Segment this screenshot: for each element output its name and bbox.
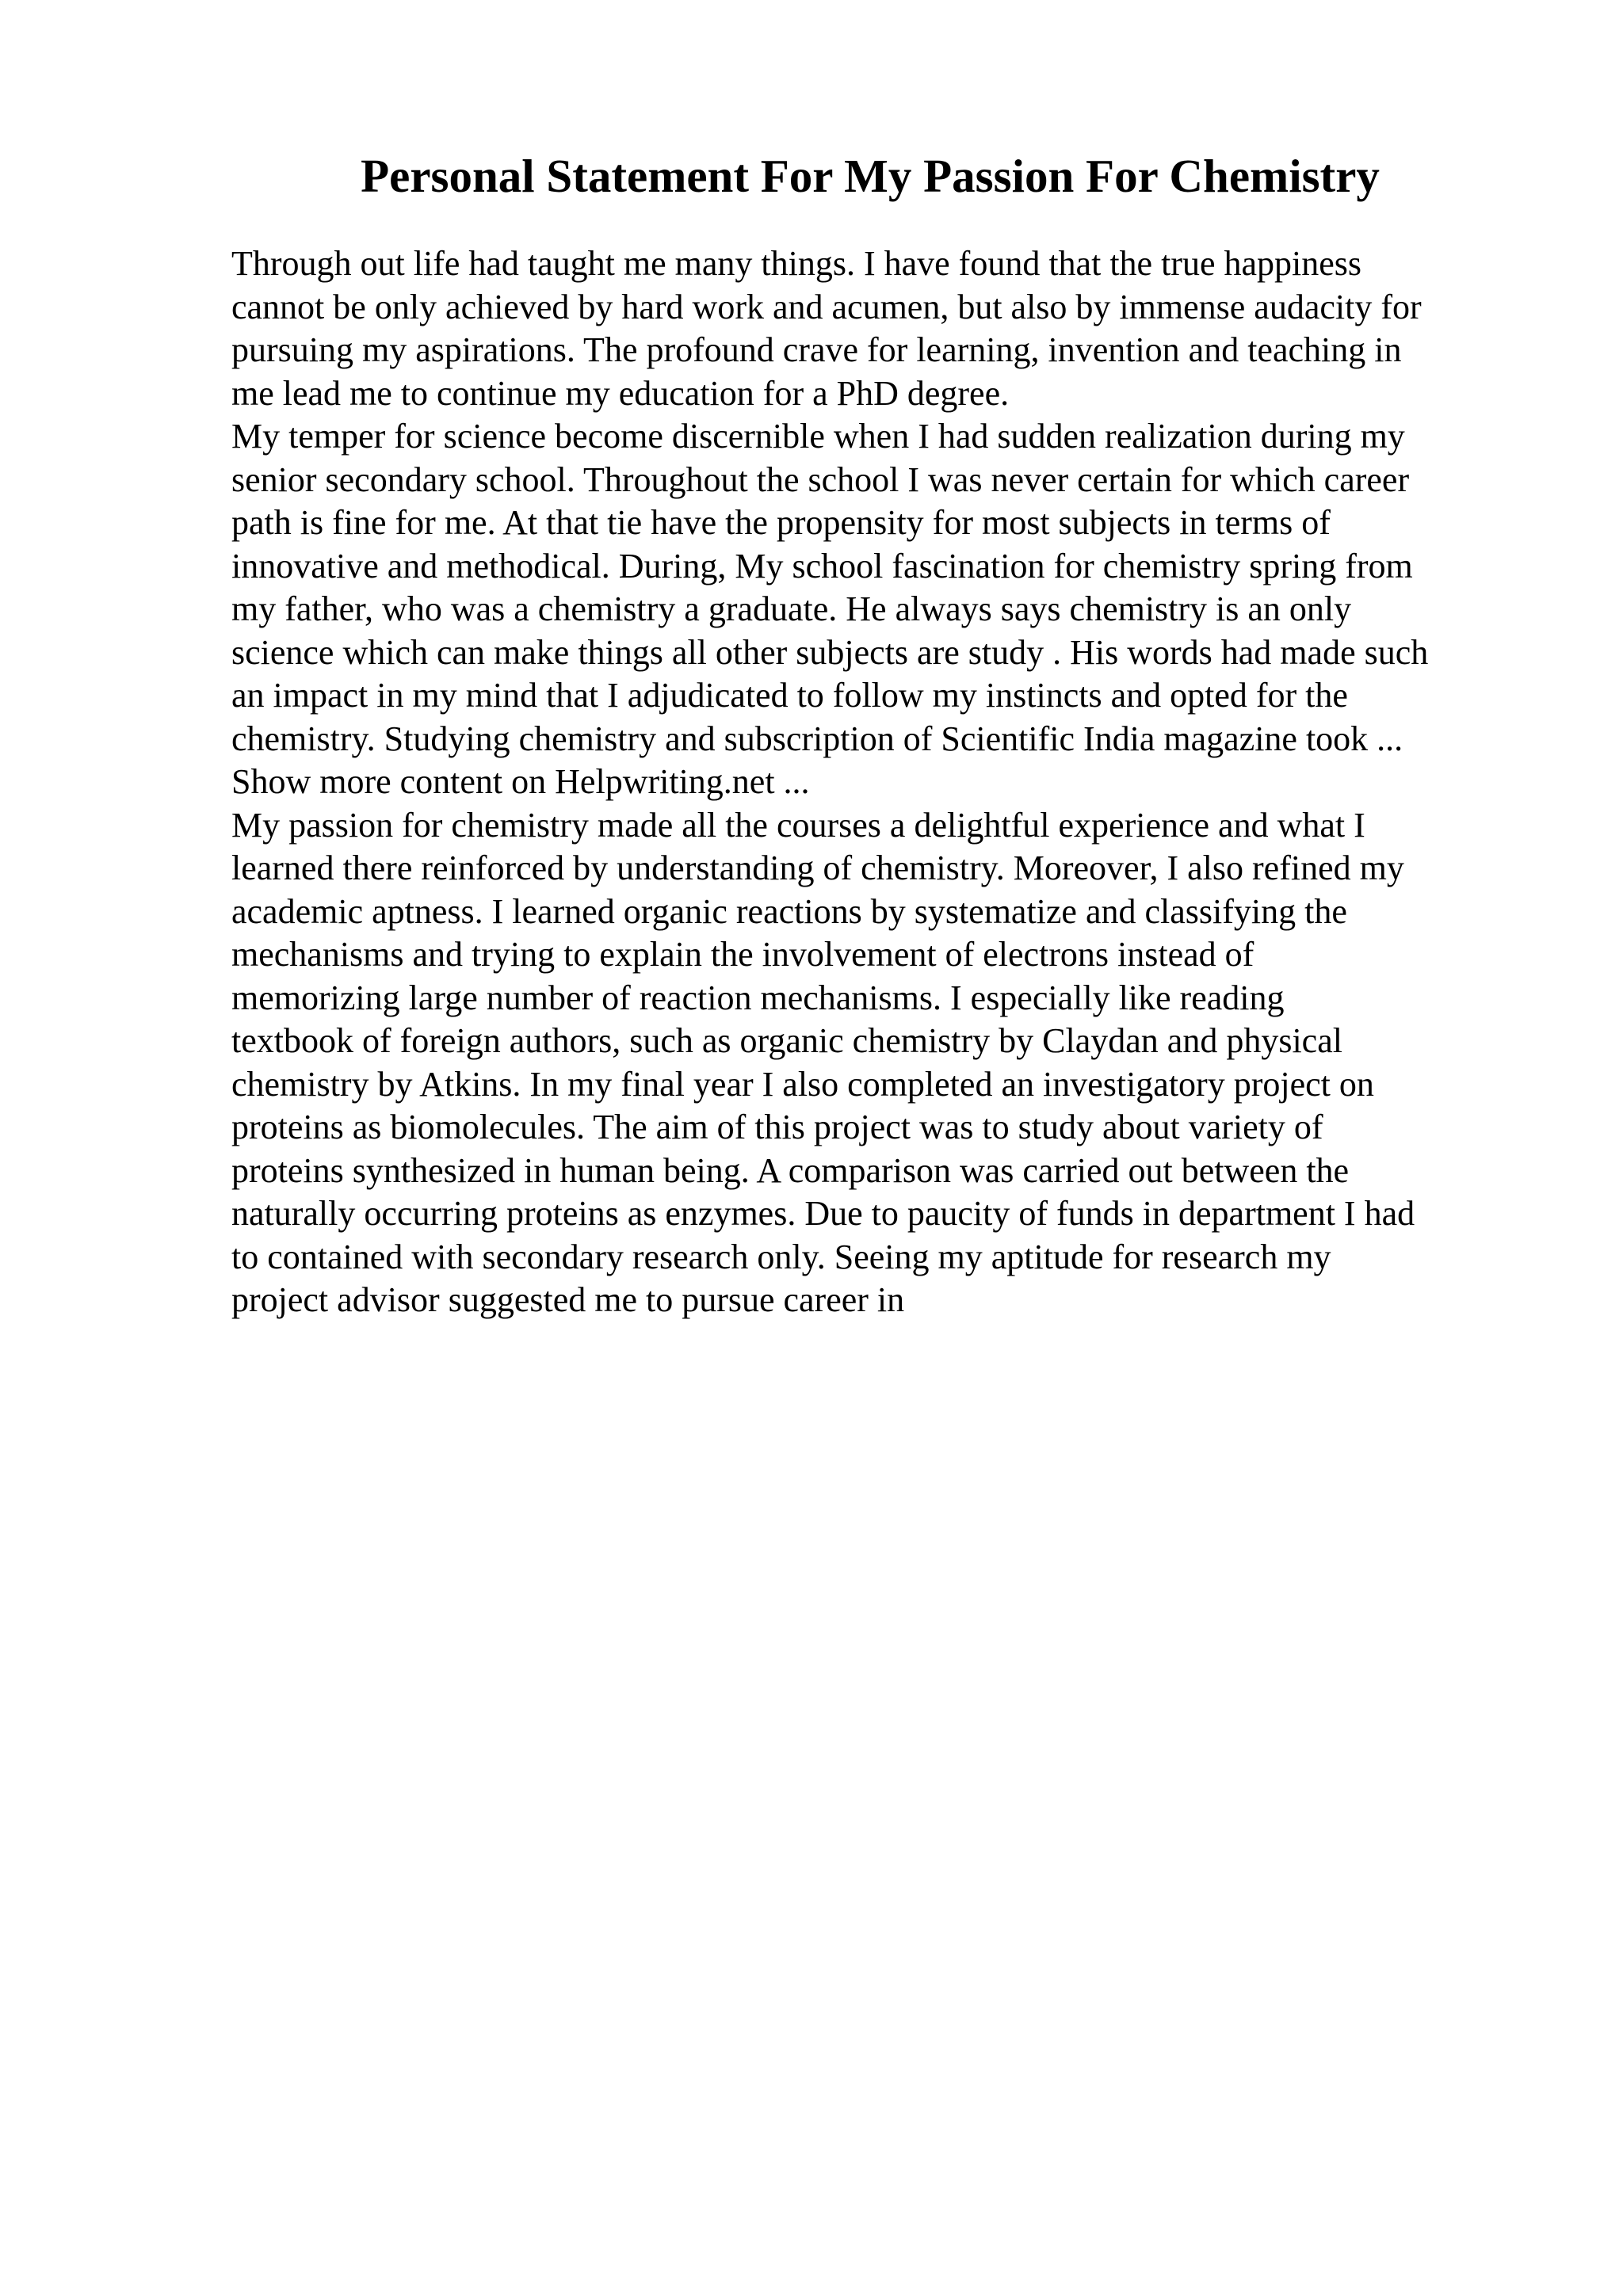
body-line: proteins as biomolecules. The aim of this project was to study about variety of — [231, 1108, 1323, 1146]
body-line: academic aptness. I learned organic reactions by systematize and classifying the — [231, 891, 1347, 931]
body-line: Through out life had taught me many things. I have found that the true happiness — [231, 244, 1362, 283]
body-line: naturally occurring proteins as enzymes. Due to paucity of funds in department I had — [231, 1194, 1415, 1233]
body-line: chemistry by Atkins. In my final year I also completed an investigatory project on — [231, 1064, 1374, 1104]
body-line: chemistry. Studying chemistry and subscription of Scientific India magazine took ... — [231, 719, 1403, 758]
body-line: My temper for science become discernible when I had sudden realization during my — [231, 417, 1405, 456]
body-line: textbook of foreign authors, such as organic chemistry by Claydan and physical — [231, 1021, 1342, 1060]
body-line: senior secondary school. Throughout the school I was never certain for which career — [231, 460, 1410, 499]
body-line: cannot be only achieved by hard work and acumen, but also by immense audacity for — [231, 287, 1422, 326]
body-line: innovative and methodical. During, My school fascination for chemistry spring from — [231, 546, 1413, 585]
body-line: science which can make things all other subjects are study . His words had made such — [231, 632, 1429, 672]
body-line: an impact in my mind that I adjudicated to follow my instincts and opted for the — [231, 676, 1348, 715]
body-line: path is fine for me. At that tie have the propensity for most subjects in terms of — [231, 503, 1331, 542]
body-line: me lead me to continue my education for a PhD degree. — [231, 373, 1010, 413]
body-line: learned there reinforced by understanding of chemistry. Moreover, I also refined my — [231, 849, 1404, 887]
body-line: project advisor suggested me to pursue career in — [231, 1280, 905, 1319]
show-more-line: Show more content on Helpwriting.net ... — [231, 762, 810, 801]
body-line: proteins synthesized in human being. A comparison was carried out between the — [231, 1150, 1350, 1190]
body-line: pursuing my aspirations. The profound crave for learning, invention and teaching in — [231, 330, 1402, 369]
document-title: Personal Statement For My Passion For Chemistry — [361, 150, 1380, 202]
body-line: my father, who was a chemistry a graduate. He always says chemistry is an only — [231, 589, 1352, 628]
body-line: My passion for chemistry made all the courses a delightful experience and what I — [231, 805, 1365, 845]
body-line: to contained with secondary research only. Seeing my aptitude for research my — [231, 1237, 1331, 1276]
document-body — [231, 242, 1531, 1322]
body-line: mechanisms and trying to explain the involvement of electrons instead of — [231, 935, 1254, 974]
body-line: memorizing large number of reaction mechanisms. I especially like reading — [231, 978, 1285, 1017]
